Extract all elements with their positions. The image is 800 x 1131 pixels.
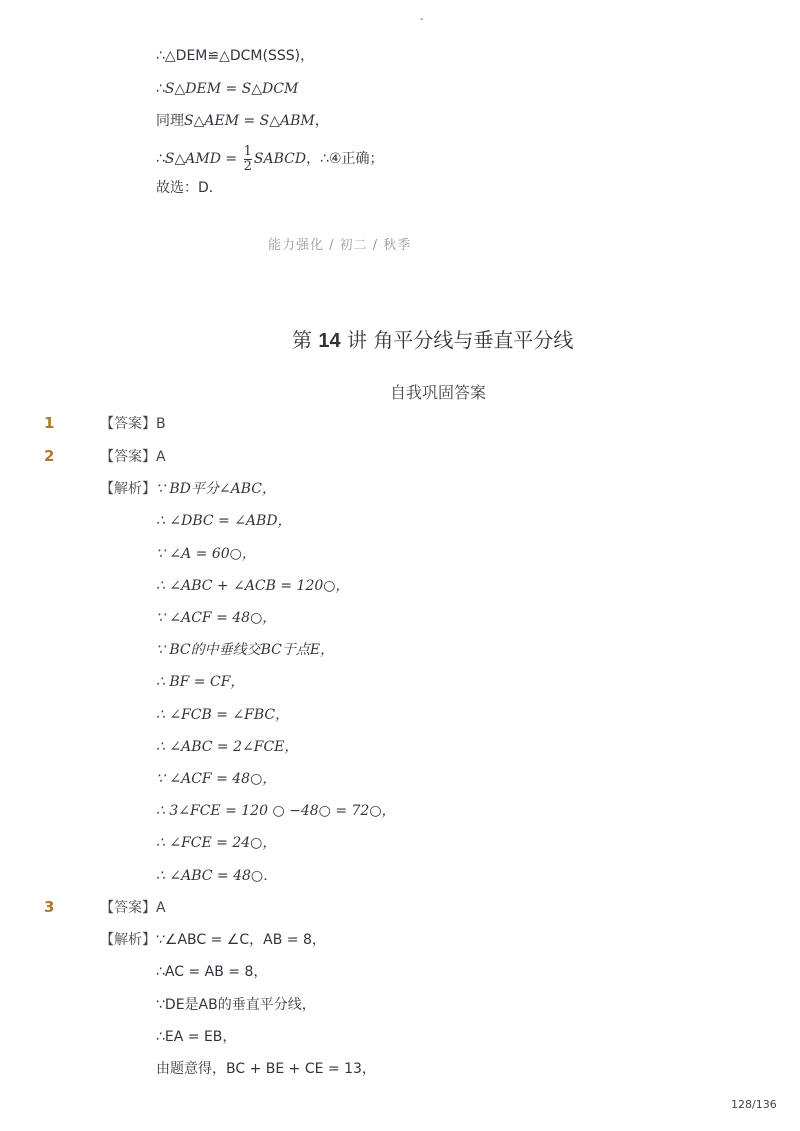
solution-line: ∴ ∠ABC = 48○． <box>156 868 278 884</box>
area-equation: S△DEM = S△DCM <box>164 81 299 97</box>
solution-line: ∵ ∠A = 60○， <box>156 546 256 562</box>
solution-line: ∵ ∠ACF = 48○， <box>156 610 277 626</box>
chapter-name: 讲 角平分线与垂直平分线 <box>340 328 574 352</box>
solution-line: ∴ BF = CF， <box>156 674 245 690</box>
question-number-2: 2 <box>44 447 55 465</box>
chapter-prefix: 第 <box>292 328 319 352</box>
choice-line: 故选：D． <box>156 180 223 196</box>
solution-line: ∵ BD平分∠ABC， <box>156 481 276 497</box>
solution-line: ∵ BC的中垂线交BC于点E， <box>156 642 335 658</box>
fraction-denominator: 2 <box>243 158 252 174</box>
solution-line: ∵ ∠ACF = 48○， <box>156 771 277 787</box>
area-equation-2: S△AEM = S△ABM <box>184 113 315 129</box>
header-mark: - <box>420 14 424 25</box>
question-number-3: 3 <box>44 898 55 916</box>
solution-line: ∴ ∠FCB = ∠FBC， <box>156 707 290 723</box>
analysis-label-2: 【解析】 <box>100 481 156 497</box>
fraction-numerator: 1 <box>243 143 252 159</box>
comma: ， <box>314 113 329 129</box>
chapter-title <box>292 324 573 353</box>
half-fraction <box>244 145 252 174</box>
answer-3: 【答案】A <box>100 900 166 916</box>
conclusion-text: ，∴④正确； <box>306 151 384 167</box>
page-number: 128/136 <box>731 1098 777 1111</box>
solution-line: ∴ ∠ABC = 2∠FCE， <box>156 739 299 755</box>
question-number-1: 1 <box>44 414 55 432</box>
solution-line: ∴EA = EB， <box>156 1029 237 1045</box>
section-title: 自我巩固答案 <box>390 383 487 402</box>
series-footer: 能力强化 / 初二 / 秋季 <box>268 238 412 253</box>
solution-line: ∴ ∠FCE = 24○， <box>156 835 277 851</box>
similarly-line <box>156 111 329 131</box>
area-lhs: S△AMD = <box>164 151 242 167</box>
solution-line: ∴ ∠ABC + ∠ACB = 120○， <box>156 578 350 594</box>
solution-line: ∴ ∠DBC = ∠ABD， <box>156 513 292 529</box>
similarly-label: 同理 <box>156 113 184 129</box>
therefore-symbol: ∴ <box>156 151 165 167</box>
solution-line: 由题意得，BC + BE + CE = 13， <box>156 1061 376 1077</box>
half-area-line <box>156 144 384 174</box>
analysis-label-3: 【解析】 <box>100 932 156 948</box>
congruence-line: ∴△DEM≌△DCM(SSS)， <box>156 48 315 64</box>
answer-2: 【答案】A <box>100 449 166 465</box>
answer-1: 【答案】B <box>100 416 166 432</box>
solution-line: ∵∠ABC = ∠C，AB = 8， <box>156 932 326 948</box>
chapter-number: 14 <box>318 330 341 352</box>
therefore-symbol: ∴ <box>156 81 165 97</box>
solution-line: ∴AC = AB = 8， <box>156 964 268 980</box>
solution-line: ∵DE是AB的垂直平分线， <box>156 997 316 1013</box>
solution-line: ∴ 3∠FCE = 120 ○ −48○ = 72○， <box>156 803 396 819</box>
area-equality-line <box>156 79 298 99</box>
area-rhs: SABCD <box>253 151 307 167</box>
